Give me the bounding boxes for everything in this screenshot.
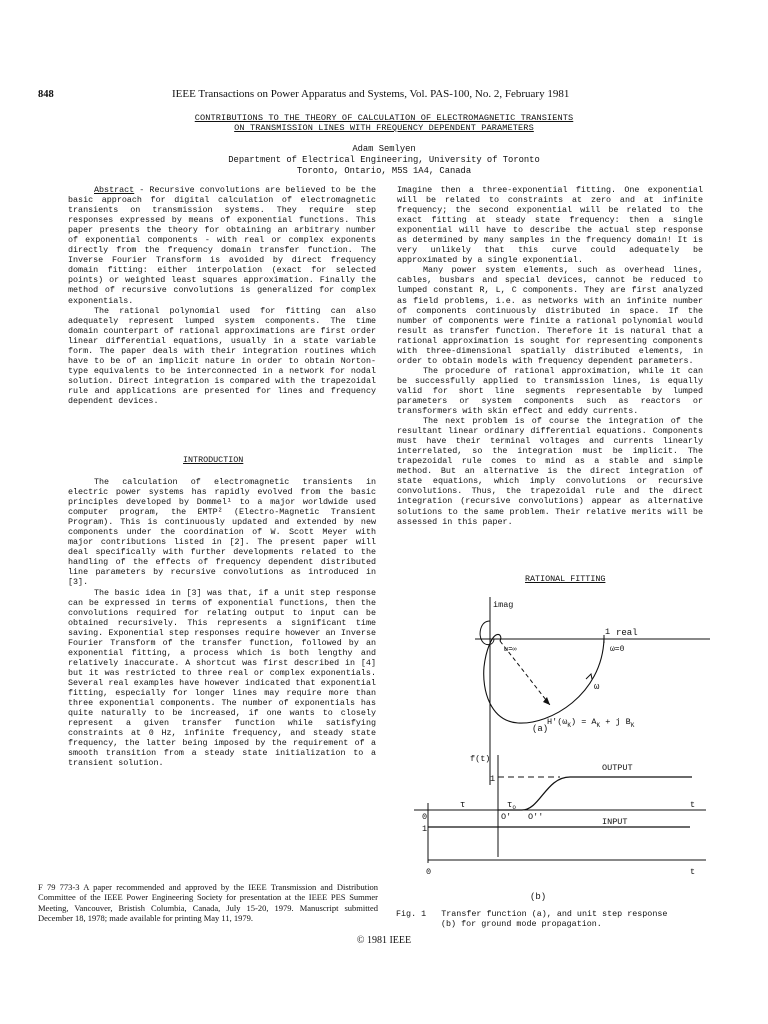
page-number: 848 — [38, 89, 54, 100]
o-prime-label: O' — [501, 812, 512, 822]
figure-1b-label: (b) — [530, 892, 547, 902]
figure-1a-plot — [475, 597, 710, 785]
abstract-paragraph-1: - Recursive convolutions are believed to be the basic approach for digital calculation of electromagnetic transients on transmission systems. They require step responses expressed by means of exponential functions. This paper presents the theory for obtaining an arbitrary number of exponential components - with real or complex exponents directly from the frequency domain transfer function. The Inverse Fourier Transform is avoided by direct frequency domain fitting: either interpolation (exact for selected points) or weighted least squares approximation. Finally the method of recursive convolutions is generalized for complex exponentials. — [68, 185, 376, 306]
caption-text-line-2: (b) for ground mode propagation. — [441, 919, 602, 929]
input-unit-label: 1 — [422, 824, 428, 834]
journal-header: IEEE Transactions on Power Apparatus and Systems, Vol. PAS-100, No. 2, February 1981 — [172, 88, 570, 100]
abstract-paragraph-2: The rational polynomial used for fitting can also adequately represent lumped system components. The time domain counterpart of rational approximations are first order linear differential equations, usually in a state variable form. The paper deals with their integration routines which have to be of an implicit nature in order to obtain Norton-type equivalents to be interconnected in a network for nodal solution. Direct integration is compared with the trapezoidal rule and applications are presented for lines and frequency dependent devices. — [68, 305, 376, 406]
caption-label: Fig. 1 — [396, 909, 427, 919]
real-one-label: 1 — [605, 627, 611, 637]
introduction-paragraph-2: The basic idea in [3] was that, if a unit step response can be expressed in terms of exponential functions, then the convolutions required for relating output to input can be obtained recursively. This represents a significant time saving. Exponential step responses require however an Inverse Fourier Transform of the transfer function, followed by an exponential fitting, a process which is both lengthy and relatively inaccurate. A shortcut was first described in [4] but it was restricted to three real or complex exponentials. Several real examples have however indicated that exponential fitting, especially for longer lines may require more than three exponential components. The number of exponentials has quite naturally to be increased, if one wants to closely represent a given transfer function while satisfying constraints at 0 Hz, infinite frequency, and steady state frequency, the latter being imposed by the requirement of a smooth transition from a steady state initialization to a transient solution. — [68, 587, 376, 769]
author-address: Toronto, Ontario, M5S 1A4, Canada — [296, 166, 472, 176]
imag-label: imag — [493, 600, 514, 610]
omega-label: ω — [594, 682, 600, 692]
right-paragraph-2: Many power system elements, such as overhead lines, cables, busbars and special devices, cannot be reduced to lumped constant R, L, C components. They are first analyzed as field problems, i.e. as networks with an infinite number of components continuously distributed in space. If the number of components were finite a rational polynomial would result as transfer function. Therefore it is natural that a rational approximation is sought for representing components with three-dimensional spatially distributed elements, in order to obtain models with frequency dependent parameters. — [397, 265, 703, 366]
phasor-equation: $H'(\omega_K) = A_K + j$ $B_K$ — [547, 717, 635, 729]
time-label-top: t — [690, 800, 696, 810]
omega-zero-label: ω=0 — [610, 645, 625, 654]
abstract-label: Abstract — [94, 185, 135, 195]
output-step-curve — [498, 777, 692, 810]
figure-1 — [390, 585, 730, 905]
author-department: Department of Electrical Engineering, University of Toronto — [228, 155, 540, 165]
right-paragraph-3: The procedure of rational approximation, while it can be successfully applied to transmission lines, is equally valid for short line segments representable by lumped parameters or system components such as reactors or transformers with skin effect and eddy currents. — [397, 365, 703, 417]
paper-title-line-2: ON TRANSMISSION LINES WITH FREQUENCY DEPENDENT PARAMETERS — [234, 123, 534, 133]
right-paragraph-4: The next problem is of course the integration of the resultant linear ordinary differential equations. Components must have their terminal voltages and currents linearly interrelated, so the integration must be implicit. The trapezoidal rule comes to mind as a stable and simple method. But an alternative is the direct integration of state equations, which imply convolutions or recursive convolutions. Thus, the trapezoidal rule and the direct integration (recursive convolutions) appear as alternative solutions to the same problem. Their relative merits will be assessed in this paper. — [397, 416, 703, 527]
footnote: F 79 773-3 A paper recommended and approved by the IEEE Transmission and Distribution Committee of the IEEE Power Engineering Society for presentation at the IEEE PES Summer Meeting, Vancouver, Bristish Columbia, Canada, July 15-20, 1979. Manuscript submitted December 18, 1978; made available for printing May 11, 1979. — [38, 882, 378, 924]
time-label-bottom: t — [690, 867, 696, 877]
figure-1a-label: (a) — [532, 724, 549, 734]
rational-fitting-heading: RATIONAL FITTING — [525, 574, 606, 584]
author-name: Adam Semlyen — [352, 144, 416, 154]
o-double-prime-label: O'' — [528, 812, 544, 822]
right-paragraph-1: Imagine then a three-exponential fitting. One exponential will be related to constraints at zero and at infinite frequency; the second exponential will be related to the exact fitting at steady state frequency: then a single exponential will have to describe the actual step response as determined by many samples in the frequency domain! It is very unlikely that this curve could adequately be approximated by a single exponential. — [397, 185, 703, 266]
unit-level-label: 1 — [490, 774, 496, 784]
introduction-heading: INTRODUCTION — [183, 455, 244, 465]
figure-caption — [396, 909, 726, 929]
paper-title-line-1: CONTRIBUTIONS TO THE THEORY OF CALCULATION OF ELECTROMAGNETIC TRANSIENTS — [194, 113, 574, 123]
right-column-text — [397, 185, 703, 527]
ft-label: f(t) — [470, 754, 491, 764]
abstract-section — [68, 185, 376, 406]
introduction-section — [68, 477, 376, 768]
omega-infinity-label: ω=∞ — [504, 646, 517, 654]
caption-text-line-1: Transfer function (a), and unit step response — [441, 909, 668, 919]
figure-1b-plot — [414, 754, 706, 902]
input-label: INPUT — [602, 817, 628, 827]
phasor-arrowhead — [543, 697, 550, 705]
origin-label-bottom: 0 — [426, 867, 432, 877]
tau-label: τ — [460, 800, 466, 810]
output-label: OUTPUT — [602, 763, 633, 773]
omega-direction-arrow — [586, 674, 592, 679]
locus-infinity-loop — [480, 621, 494, 645]
tau0-label: $\tau_o$ — [507, 800, 517, 811]
introduction-paragraph-1: The calculation of electromagnetic transients in electric power systems has rapidly evolved from the basic principles developed by Dommel¹ to a major worldwide used computer program, the EMTP² (Electro-Magnetic Transient Program). This is continuously updated and extended by new components under the coordination of W. Scott Meyer with major contributions listed in [2]. The present paper will deal specifically with further developments related to the handling of the effects of frequency dependent distributed line parameters by recursive convolutions as introduced in [3]. — [68, 477, 376, 588]
origin-label-top: 0 — [422, 812, 428, 822]
copyright: © 1981 IEEE — [356, 935, 412, 946]
real-label: real — [616, 628, 638, 638]
